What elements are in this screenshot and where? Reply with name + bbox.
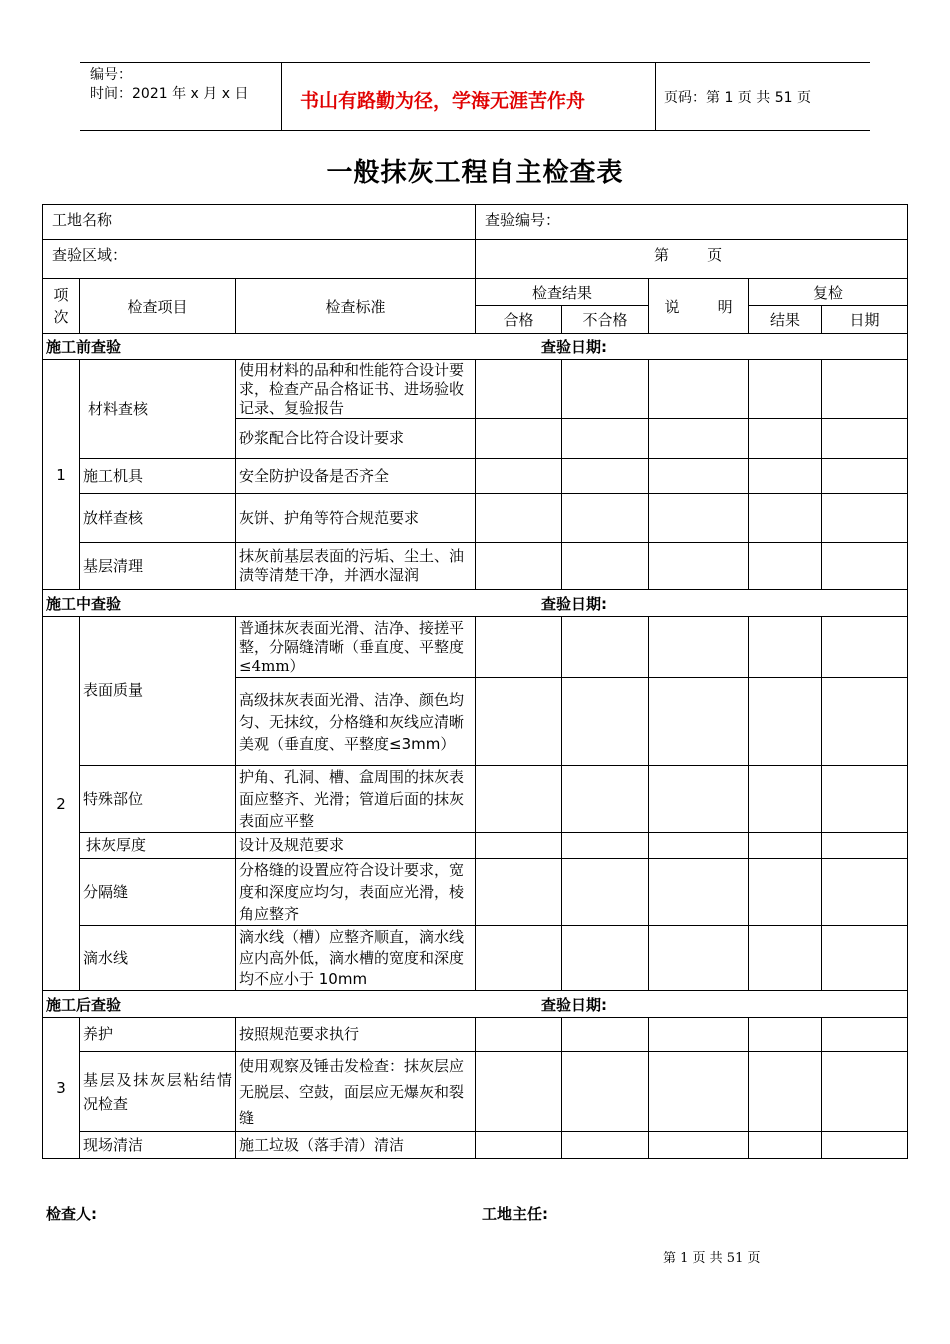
item-standard: 分格缝的设置应符合设计要求，宽度和深度应均匀，表面应光滑，棱角应整齐 [236, 859, 476, 926]
recheck-result-cell[interactable] [749, 1132, 822, 1159]
item-name: 养护 [80, 1018, 236, 1052]
col-item-header: 检查项目 [80, 279, 236, 334]
item-standard: 灰饼、护角等符合规范要求 [236, 494, 476, 543]
site-row [43, 205, 908, 240]
item-standard: 普通抹灰表面光滑、洁净、接搓平整，分隔缝清晰（垂直度、平整度≤4mm） [236, 617, 476, 678]
table-row [43, 926, 908, 991]
table-row [43, 543, 908, 590]
col-standard-header: 检查标准 [236, 279, 476, 334]
fail-cell[interactable] [562, 459, 649, 494]
item-standard: 施工垃圾（落手清）清洁 [236, 1132, 476, 1159]
fail-cell[interactable] [562, 494, 649, 543]
recheck-result-cell[interactable] [749, 766, 822, 833]
pass-cell[interactable] [476, 833, 562, 859]
note-cell[interactable] [649, 1018, 749, 1052]
col-pass-header: 合格 [476, 306, 562, 334]
inspection-no-cell[interactable] [476, 205, 908, 240]
pass-cell[interactable] [476, 459, 562, 494]
note-cell[interactable] [649, 766, 749, 833]
item-standard: 设计及规范要求 [236, 833, 476, 859]
section-name: 施工中查验 [46, 594, 122, 613]
recheck-date-cell[interactable] [822, 1052, 908, 1132]
area-label: 查验区域： [52, 246, 128, 264]
fail-cell[interactable] [562, 678, 649, 766]
fail-cell[interactable] [562, 926, 649, 991]
recheck-date-cell[interactable] [822, 678, 908, 766]
section-header-1 [43, 334, 908, 360]
recheck-result-cell[interactable] [749, 678, 822, 766]
col-fail-header: 不合格 [562, 306, 649, 334]
pass-cell[interactable] [476, 543, 562, 590]
note-cell[interactable] [649, 1052, 749, 1132]
recheck-result-cell[interactable] [749, 859, 822, 926]
item-standard: 高级抹灰表面光滑、洁净、颜色均匀、无抹纹，分格缝和灰线应清晰美观（垂直度、平整度≤3mm） [236, 678, 476, 766]
section-header-cell [43, 334, 908, 360]
recheck-date-cell[interactable] [822, 1132, 908, 1159]
item-no: 3 [43, 1018, 80, 1159]
fail-cell[interactable] [562, 617, 649, 678]
recheck-date-cell[interactable] [822, 1018, 908, 1052]
note-cell[interactable] [649, 1132, 749, 1159]
col-item-no-header [43, 279, 80, 334]
recheck-result-cell[interactable] [749, 494, 822, 543]
table-row [43, 1018, 908, 1052]
recheck-result-cell[interactable] [749, 617, 822, 678]
pass-cell[interactable] [476, 617, 562, 678]
item-name: 特殊部位 [80, 766, 236, 833]
recheck-date-cell[interactable] [822, 926, 908, 991]
recheck-date-cell[interactable] [822, 459, 908, 494]
area-cell[interactable] [43, 240, 476, 279]
recheck-result-cell[interactable] [749, 360, 822, 419]
pass-cell[interactable] [476, 1132, 562, 1159]
fail-cell[interactable] [562, 419, 649, 459]
section-header-cell [43, 590, 908, 617]
code-label: 编号： [90, 67, 132, 83]
pass-cell[interactable] [476, 1052, 562, 1132]
item-name: 抹灰厚度 [80, 833, 236, 859]
item-name: 材料查核 [80, 360, 236, 459]
page-title: 一般抹灰工程自主检查表 [326, 158, 624, 188]
item-standard: 抹灰前基层表面的污垢、尘土、油渍等清楚干净，并洒水湿润 [236, 543, 476, 590]
section-date-label: 查验日期: [541, 594, 608, 613]
item-standard: 使用观察及锤击发检查：抹灰层应无脱层、空鼓，面层应无爆灰和裂缝 [236, 1052, 476, 1132]
table-row [43, 766, 908, 833]
fail-cell[interactable] [562, 859, 649, 926]
table-row [43, 1132, 908, 1159]
col-note-label: 说 明 [664, 297, 733, 316]
note-cell[interactable] [649, 833, 749, 859]
motto: 书山有路勤为径，学海无涯苦作舟 [300, 90, 586, 112]
note-cell[interactable] [649, 617, 749, 678]
item-name: 表面质量 [80, 617, 236, 766]
item-name: 施工机具 [80, 459, 236, 494]
inspector-label: 检查人: [46, 1205, 97, 1223]
table-row [43, 1052, 908, 1132]
pass-cell[interactable] [476, 419, 562, 459]
page-label: 第 页 [654, 246, 723, 264]
section-name: 施工前查验 [46, 338, 122, 356]
item-standard: 使用材料的品种和性能符合设计要求，检查产品合格证书、进场验收记录、复验报告 [236, 360, 476, 419]
table-row [43, 617, 908, 678]
table-row [43, 459, 908, 494]
header-row-1 [43, 279, 908, 306]
col-recheck-header: 复检 [749, 279, 908, 306]
section-date-label: 查验日期: [541, 995, 608, 1014]
fail-cell[interactable] [562, 543, 649, 590]
section-header-3 [43, 991, 908, 1018]
header-top-rule [80, 62, 870, 63]
fail-cell[interactable] [562, 1052, 649, 1132]
recheck-date-cell[interactable] [822, 543, 908, 590]
table-row [43, 494, 908, 543]
pass-cell[interactable] [476, 1018, 562, 1052]
header-divider-left [281, 62, 282, 131]
recheck-result-cell[interactable] [749, 419, 822, 459]
section-name: 施工后查验 [46, 995, 122, 1014]
inspection-no-label: 查验编号： [485, 211, 561, 229]
table-row [43, 859, 908, 926]
item-standard: 按照规范要求执行 [236, 1018, 476, 1052]
pass-cell[interactable] [476, 678, 562, 766]
fail-cell[interactable] [562, 833, 649, 859]
recheck-result-cell[interactable] [749, 543, 822, 590]
pass-cell[interactable] [476, 360, 562, 419]
recheck-result-cell[interactable] [749, 833, 822, 859]
page-footer: 第 1 页 共 51 页 [663, 1251, 761, 1266]
pass-cell[interactable] [476, 926, 562, 991]
pass-cell[interactable] [476, 859, 562, 926]
recheck-result-cell[interactable] [749, 1018, 822, 1052]
section-header-2 [43, 590, 908, 617]
recheck-date-cell[interactable] [822, 766, 908, 833]
col-result-header: 检查结果 [476, 279, 649, 306]
item-name: 放样查核 [80, 494, 236, 543]
recheck-result-cell[interactable] [749, 459, 822, 494]
item-standard: 滴水线（槽）应整齐顺直，滴水线应内高外低，滴水槽的宽度和深度均不应小于 10mm [236, 926, 476, 991]
page-cell[interactable] [476, 240, 908, 279]
recheck-date-cell[interactable] [822, 360, 908, 419]
item-name: 滴水线 [80, 926, 236, 991]
recheck-date-cell[interactable] [822, 617, 908, 678]
pass-cell[interactable] [476, 766, 562, 833]
header-divider-right [655, 62, 656, 131]
area-row [43, 240, 908, 279]
site-name-label: 工地名称 [52, 211, 113, 229]
item-name: 分隔缝 [80, 859, 236, 926]
note-cell[interactable] [649, 543, 749, 590]
fail-cell[interactable] [562, 1018, 649, 1052]
header-bottom-rule [80, 130, 870, 131]
recheck-result-cell[interactable] [749, 926, 822, 991]
fail-cell[interactable] [562, 360, 649, 419]
table-row [43, 833, 908, 859]
item-standard: 砂浆配合比符合设计要求 [236, 419, 476, 459]
recheck-date-cell[interactable] [822, 859, 908, 926]
fail-cell[interactable] [562, 766, 649, 833]
col-note-header [649, 279, 749, 334]
time-text: 时间：2021 年 x 月 x 日 [90, 86, 249, 102]
note-cell[interactable] [649, 494, 749, 543]
col-item-no-label: 项次 [53, 286, 69, 326]
supervisor-label: 工地主任: [482, 1205, 548, 1223]
recheck-date-cell[interactable] [822, 494, 908, 543]
note-cell[interactable] [649, 859, 749, 926]
item-standard: 安全防护设备是否齐全 [236, 459, 476, 494]
item-name: 现场清洁 [80, 1132, 236, 1159]
table-row [43, 360, 908, 419]
col-recheck-date-header: 日期 [822, 306, 908, 334]
note-cell[interactable] [649, 926, 749, 991]
fail-cell[interactable] [562, 1132, 649, 1159]
inspection-table [42, 204, 908, 1159]
recheck-date-cell[interactable] [822, 419, 908, 459]
recheck-date-cell[interactable] [822, 833, 908, 859]
item-standard: 护角、孔洞、槽、盒周围的抹灰表面应整齐、光滑；管道后面的抹灰表面应平整 [236, 766, 476, 833]
note-cell[interactable] [649, 678, 749, 766]
item-name: 基层清理 [80, 543, 236, 590]
section-header-cell [43, 991, 908, 1018]
item-name: 基层及抹灰层粘结情况检查 [80, 1052, 236, 1132]
item-no: 2 [43, 617, 80, 991]
pass-cell[interactable] [476, 494, 562, 543]
note-cell[interactable] [649, 360, 749, 419]
col-recheck-result-header: 结果 [749, 306, 822, 334]
section-date-label: 查验日期: [541, 338, 608, 356]
note-cell[interactable] [649, 459, 749, 494]
recheck-result-cell[interactable] [749, 1052, 822, 1132]
item-no: 1 [43, 360, 80, 590]
header-page-text: 页码：第 1 页 共 51 页 [664, 90, 811, 106]
note-cell[interactable] [649, 419, 749, 459]
site-name-cell[interactable] [43, 205, 476, 240]
